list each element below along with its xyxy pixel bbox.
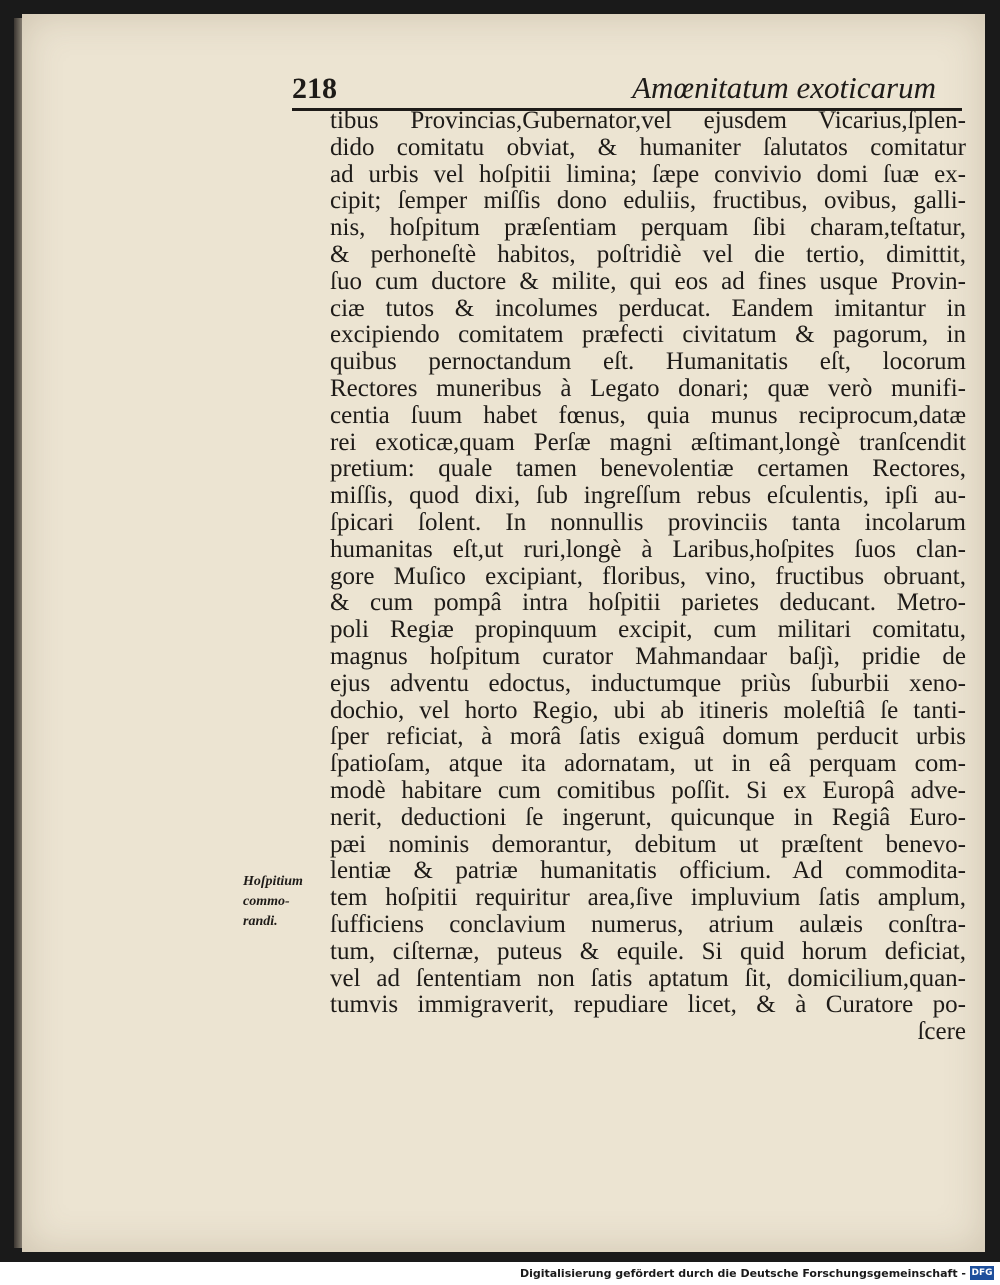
text-line: cipit; ſemper miſſis dono eduliis, fructibus, ovibus, galli-: [330, 187, 966, 215]
marginal-note-line: Hoſpitium: [243, 874, 303, 889]
text-line: ſper reficiat, à morâ ſatis exiguâ domum perducit urbis: [330, 723, 966, 751]
text-line: Rectores muneribus à Legato donari; quæ verò munifi-: [330, 374, 966, 402]
text-line: ciæ tutos & incolumes perducat. Eandem imitantur in: [330, 294, 966, 322]
text-line: pæi nominis demorantur, debitum ut præſtent benevo-: [330, 830, 966, 858]
footer-bar: [0, 1262, 1000, 1285]
marginal-note-line: randi.: [243, 914, 278, 929]
page-header: [292, 68, 962, 111]
text-line: humanitas eſt,ut ruri,longè à Laribus,hoſpites ſuos clan-: [330, 535, 966, 563]
text-line: ſpicari ſolent. In nonnullis provinciis tanta incolarum: [330, 508, 966, 536]
text-line: nerit, deductioni ſe ingerunt, quicunque in Regiâ Euro-: [330, 803, 966, 831]
text-line: vel ad ſententiam non ſatis aptatum ſit, domicilium,quan-: [330, 964, 966, 992]
text-line: poli Regiæ propinquum excipit, cum militari comitatu,: [330, 616, 966, 644]
text-line: dochio, vel horto Regio, ubi ab itineris moleſtiâ ſe tanti-: [330, 696, 966, 724]
text-line: dido comitatu obviat, & humaniter ſalutatos comitatur: [330, 133, 966, 161]
text-line: lentiæ & patriæ humanitatis officium. Ad commodita-: [330, 857, 966, 885]
marginal-note-line: commo-: [243, 894, 290, 909]
text-line: ſcere: [917, 1018, 966, 1046]
dfg-logo: DFG: [971, 1268, 993, 1278]
text-line: tem hoſpitii requiritur area,ſive impluvium ſatis amplum,: [330, 884, 966, 912]
text-line: gore Muſico excipiant, floribus, vino, fructibus obruant,: [330, 562, 966, 590]
text-line: quibus pernoctandum eſt. Humanitatis eſt, locorum: [330, 348, 966, 376]
body-text-block: [330, 108, 966, 1046]
text-line: ejus adventu edoctus, inductumque priùs ſuburbii xeno-: [330, 669, 966, 697]
text-line: nis, hoſpitum præſentiam perquam ſibi charam,teſtatur,: [330, 214, 966, 242]
funding-credit: Digitalisierung gefördert durch die Deutsche Forschungsgemeinschaft -: [519, 1267, 966, 1280]
text-line: pretium: quale tamen benevolentiæ certamen Rectores,: [330, 455, 966, 483]
text-line: ſuo cum ductore & milite, qui eos ad fines usque Provin-: [330, 267, 966, 295]
text-line: ſpatioſam, atque ita adornatam, ut in eâ perquam com-: [330, 750, 966, 778]
text-line: centia ſuum habet fœnus, quia munus reciprocum,datæ: [330, 401, 966, 429]
text-line: excipiendo comitatem præfecti civitatum & pagorum, in: [330, 321, 966, 349]
marginal-note: [243, 872, 325, 932]
running-title: Amœnitatum exoticarum: [632, 70, 936, 105]
text-line: tum, ciſternæ, puteus & equile. Si quid horum deficiat,: [330, 937, 966, 965]
text-line: rei exoticæ,quam Perſæ magni æſtimant,longè tranſcendit: [330, 428, 966, 456]
text-line: tibus Provincias,Gubernator,vel ejusdem Vicarius,ſplen-: [330, 107, 966, 134]
text-line: tumvis immigraverit, repudiare licet, & à Curatore po-: [330, 991, 966, 1019]
text-line: miſſis, quod dixi, ſub ingreſſum rebus eſculentis, ipſi au-: [330, 482, 966, 510]
text-line: modè habitare cum comitibus poſſit. Si ex Europâ adve-: [330, 776, 966, 804]
text-line: & perhoneſtè habitos, poſtridiè vel die tertio, dimittit,: [330, 240, 966, 268]
text-line: ſufficiens conclavium numerus, atrium aulæis conſtra-: [330, 910, 966, 938]
text-line: & cum pompâ intra hoſpitii parietes deducant. Metro-: [330, 589, 966, 617]
page-number: 218: [292, 72, 337, 105]
text-line: ad urbis vel hoſpitii limina; ſæpe convivio domi ſuæ ex-: [330, 160, 966, 188]
text-line: magnus hoſpitum curator Mahmandaar baſjì, pridie de: [330, 642, 966, 670]
